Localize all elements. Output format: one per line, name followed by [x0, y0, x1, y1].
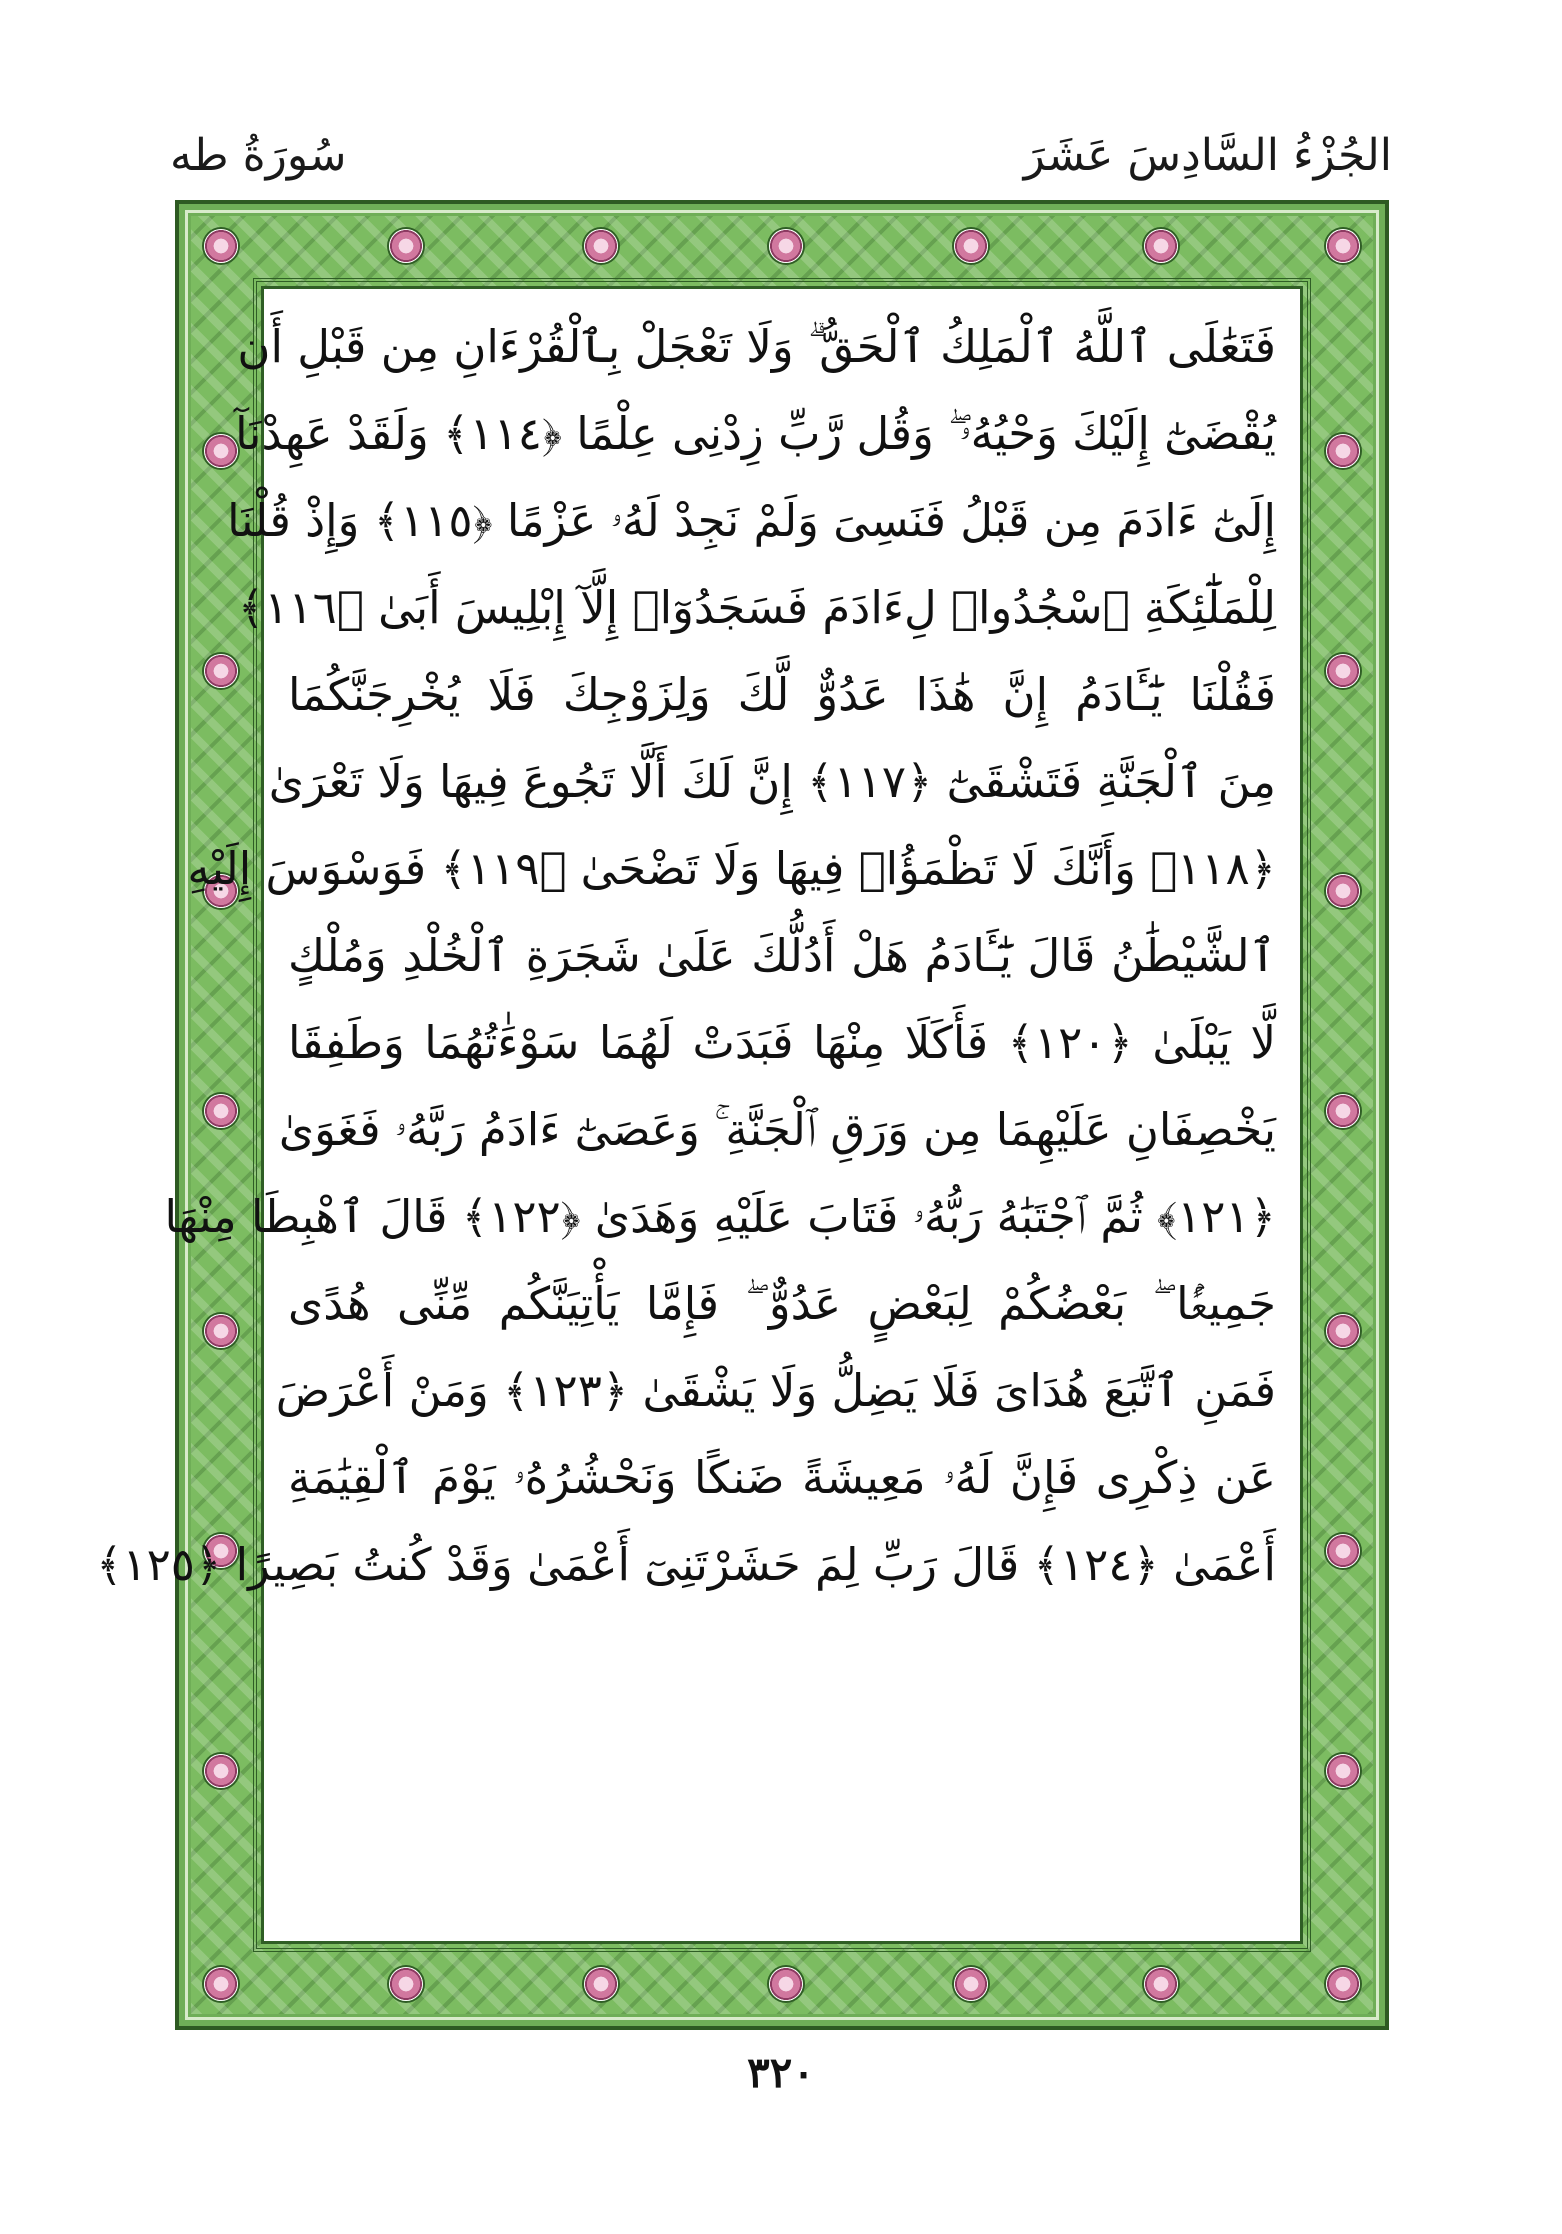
rosette-icon [584, 229, 618, 263]
rosette-icon [769, 1967, 803, 2001]
ornamental-frame [96, 200, 1389, 2030]
verse-line: يَخْصِفَانِ عَلَيْهِمَا مِن وَرَقِ ٱلْجَنَّةِ ۚ وَعَصَىٰٓ ءَادَمُ رَبَّهُۥ فَغَوَىٰ [278, 1103, 1276, 1156]
verse-line: عَن ذِكْرِى فَإِنَّ لَهُۥ مَعِيشَةً ضَنكًا وَنَحْشُرُهُۥ يَوْمَ ٱلْقِيَٰمَةِ [288, 1451, 1276, 1504]
surah-label: سُورَةُ طه [170, 130, 347, 181]
rosette-icon [1326, 1754, 1360, 1788]
verse-line: فَقُلْنَا يَٰٓـَٔادَمُ إِنَّ هَٰذَا عَدُوٌّ لَّكَ وَلِزَوْجِكَ فَلَا يُخْرِجَنَّكُمَا [288, 668, 1276, 721]
rosette-icon [389, 229, 423, 263]
rosette-icon [204, 229, 238, 263]
rosette-icon [1326, 654, 1360, 688]
verse-line: فَمَنِ ٱتَّبَعَ هُدَاىَ فَلَا يَضِلُّ وَلَا يَشْقَىٰ ﴿١٢٣﴾ وَمَنْ أَعْرَضَ [275, 1364, 1276, 1417]
verse-line: ٱلشَّيْطَٰنُ قَالَ يَٰٓـَٔادَمُ هَلْ أَدُلُّكَ عَلَىٰ شَجَرَةِ ٱلْخُلْدِ وَمُلْكٍ [288, 929, 1276, 982]
rosette-icon [389, 1967, 423, 2001]
page-number: ٣٢٠ [747, 2048, 815, 2097]
rosette-icon [204, 654, 238, 688]
rosette-icon [1326, 1094, 1360, 1128]
rosette-icon [1326, 874, 1360, 908]
text-panel [96, 286, 1303, 1944]
verse-line: يُقْضَىٰٓ إِلَيْكَ وَحْيُهُۥ ۖ وَقُل رَّبِّ زِدْنِى عِلْمًا ﴿١١٤﴾ وَلَقَدْ عَهِدْنَآ [235, 407, 1276, 460]
rosette-icon [204, 1094, 238, 1128]
rosette-icon [769, 229, 803, 263]
rosette-icon [204, 1967, 238, 2001]
rosette-icon [204, 1314, 238, 1348]
verse-line: إِلَىٰٓ ءَادَمَ مِن قَبْلُ فَنَسِىَ وَلَمْ نَجِدْ لَهُۥ عَزْمًا ﴿١١٥﴾ وَإِذْ قُلْنَا [227, 494, 1276, 547]
rosette-icon [204, 434, 238, 468]
verse-line: لِلْمَلَٰٓئِكَةِ ٱسْجُدُوا۟ لِءَادَمَ فَسَجَدُوٓا۟ إِلَّآ إِبْلِيسَ أَبَىٰ ﴿١١٦﴾ [237, 581, 1276, 634]
rosette-icon [1326, 1314, 1360, 1348]
rosette-icon [1326, 1967, 1360, 2001]
verse-line: جَمِيعًۢا ۖ بَعْضُكُمْ لِبَعْضٍ عَدُوٌّ ۖ فَإِمَّا يَأْتِيَنَّكُم مِّنِّى هُدًى [288, 1277, 1276, 1330]
rosette-icon [204, 1754, 238, 1788]
verse-line: ﴿١٢١﴾ ثُمَّ ٱجْتَبَٰهُ رَبُّهُۥ فَتَابَ عَلَيْهِ وَهَدَىٰ ﴿١٢٢﴾ قَالَ ٱهْبِطَا مِنْهَا [164, 1190, 1276, 1243]
rosette-icon [584, 1967, 618, 2001]
rosette-icon [1326, 229, 1360, 263]
verse-line: فَتَعَٰلَى ٱللَّهُ ٱلْمَلِكُ ٱلْحَقُّ ۗ وَلَا تَعْجَلْ بِٱلْقُرْءَانِ مِن قَبْلِ أَن [237, 320, 1276, 373]
rosette-icon [1326, 1534, 1360, 1568]
rosette-icon [954, 1967, 988, 2001]
rosette-icon [1144, 1967, 1178, 2001]
verse-line: مِنَ ٱلْجَنَّةِ فَتَشْقَىٰٓ ﴿١١٧﴾ إِنَّ لَكَ أَلَّا تَجُوعَ فِيهَا وَلَا تَعْرَىٰ [268, 755, 1276, 808]
verse-line: ﴿١١٨﴾ وَأَنَّكَ لَا تَظْمَؤُا۟ فِيهَا وَلَا تَضْحَىٰ ﴿١١٩﴾ فَوَسْوَسَ إِلَيْهِ [187, 842, 1276, 895]
juz-label: الجُزْءُ السَّادِسَ عَشَرَ [1023, 130, 1392, 181]
rosette-icon [954, 229, 988, 263]
rosette-icon [1326, 434, 1360, 468]
page-header [170, 120, 1392, 200]
verse-line: أَعْمَىٰ ﴿١٢٤﴾ قَالَ رَبِّ لِمَ حَشَرْتَنِىٓ أَعْمَىٰ وَقَدْ كُنتُ بَصِيرًا ﴿١٢٥﴾ [96, 1538, 1276, 1591]
verse-lines [96, 289, 1300, 1941]
rosette-icon [1144, 229, 1178, 263]
verse-line: لَّا يَبْلَىٰ ﴿١٢٠﴾ فَأَكَلَا مِنْهَا فَبَدَتْ لَهُمَا سَوْءَٰتُهُمَا وَطَفِقَا [288, 1016, 1277, 1069]
